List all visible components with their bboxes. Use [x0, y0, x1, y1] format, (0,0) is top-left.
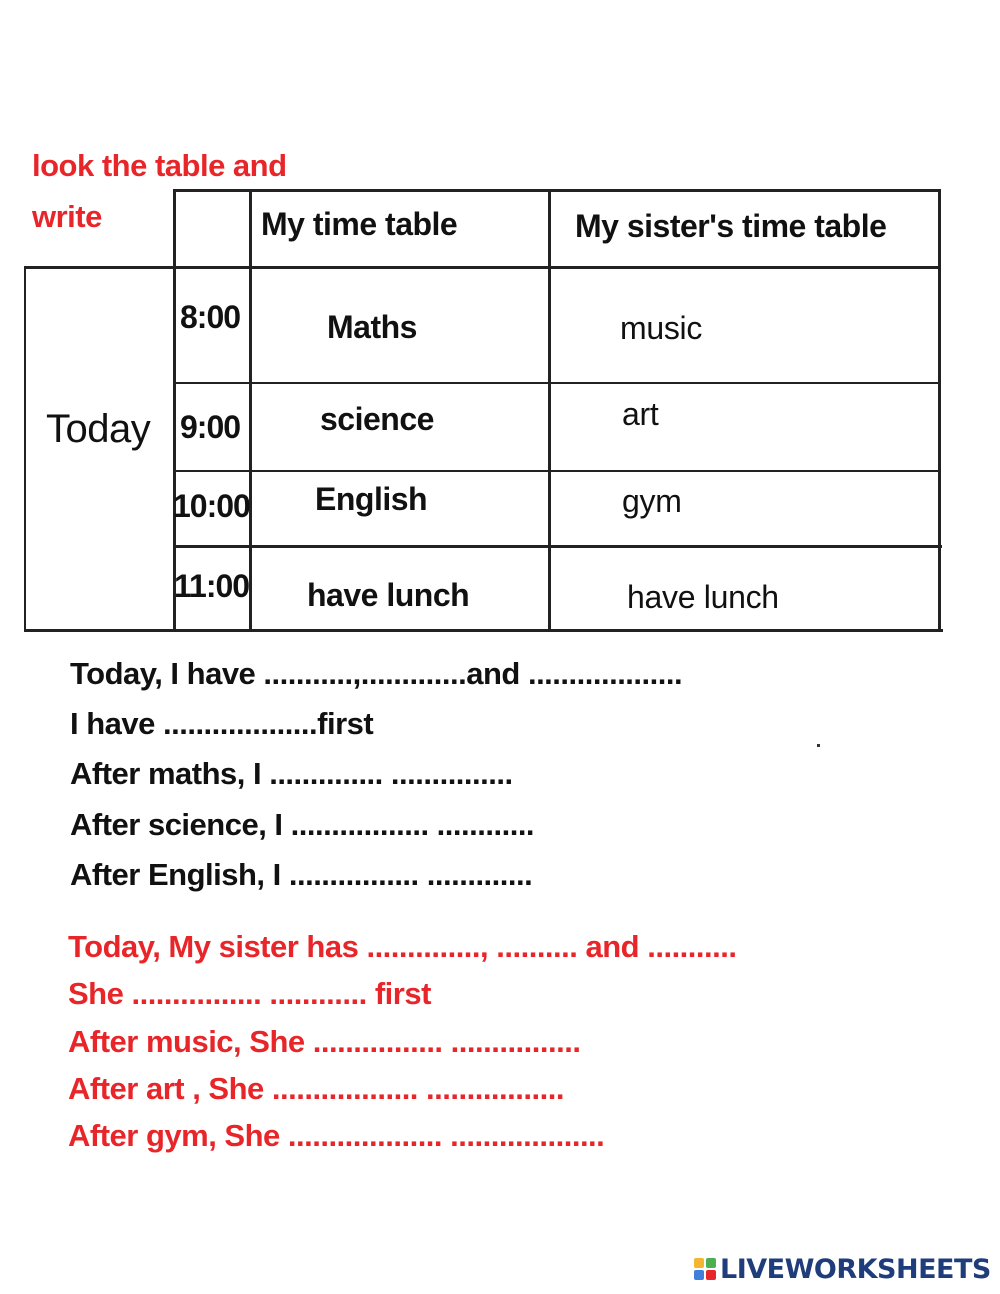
table-border-bottom: [24, 629, 943, 632]
table-border-top: [174, 189, 941, 192]
day-label-today: Today: [46, 407, 151, 451]
fill-in-sentence: After maths, I .............. ...............: [70, 756, 513, 791]
table-border-mine: [548, 189, 551, 631]
logo-text: LIVEWORKSHEETS: [720, 1253, 991, 1285]
my-subject-cell: English: [315, 481, 428, 517]
time-cell: 9:00: [180, 409, 241, 445]
liveworksheets-logo: [694, 1252, 991, 1286]
my-subject-cell: science: [320, 401, 434, 437]
fill-in-sentence: After English, I ................ .............: [70, 857, 533, 892]
fill-in-sentence: Today, I have ...........,.............and ...................: [70, 656, 683, 691]
my-subject-cell: Maths: [327, 309, 417, 345]
fill-in-sentence: After music, She ................ ................: [68, 1024, 581, 1059]
my-subject-cell: have lunch: [307, 577, 470, 613]
table-border-row1: [174, 382, 941, 384]
table-border-row3: [174, 545, 942, 548]
instruction-text: look the table and write: [32, 148, 287, 234]
time-cell: 8:00: [180, 299, 241, 335]
logo-icon: [694, 1258, 716, 1280]
fill-in-sentence: I have ...................first: [70, 706, 374, 741]
time-cell: 10:00: [173, 488, 250, 524]
sister-subject-cell: art: [622, 396, 659, 432]
stray-dot: [817, 744, 820, 747]
header-my-timetable: My time table: [261, 206, 458, 242]
fill-in-sentence: After art , She .................. .................: [68, 1071, 564, 1106]
table-border-left: [24, 266, 26, 631]
sister-subject-cell: have lunch: [627, 579, 779, 615]
fill-in-sentence: After gym, She ................... ...................: [68, 1118, 605, 1153]
fill-in-sentence: Today, My sister has .............., .......... and ...........: [68, 929, 737, 964]
fill-in-sentence: She ................ ............ first: [68, 976, 431, 1011]
time-cell: 11:00: [174, 568, 250, 604]
table-border-right: [938, 189, 941, 631]
table-border-day: [173, 189, 176, 631]
table-border-row2: [174, 470, 941, 472]
sister-subject-cell: gym: [622, 483, 682, 519]
header-sister-timetable: My sister's time table: [575, 208, 887, 244]
sister-subject-cell: music: [620, 310, 703, 346]
table-border-time: [249, 189, 252, 631]
fill-in-sentence: After science, I ................. ............: [70, 807, 535, 842]
table-border-header: [24, 266, 941, 269]
